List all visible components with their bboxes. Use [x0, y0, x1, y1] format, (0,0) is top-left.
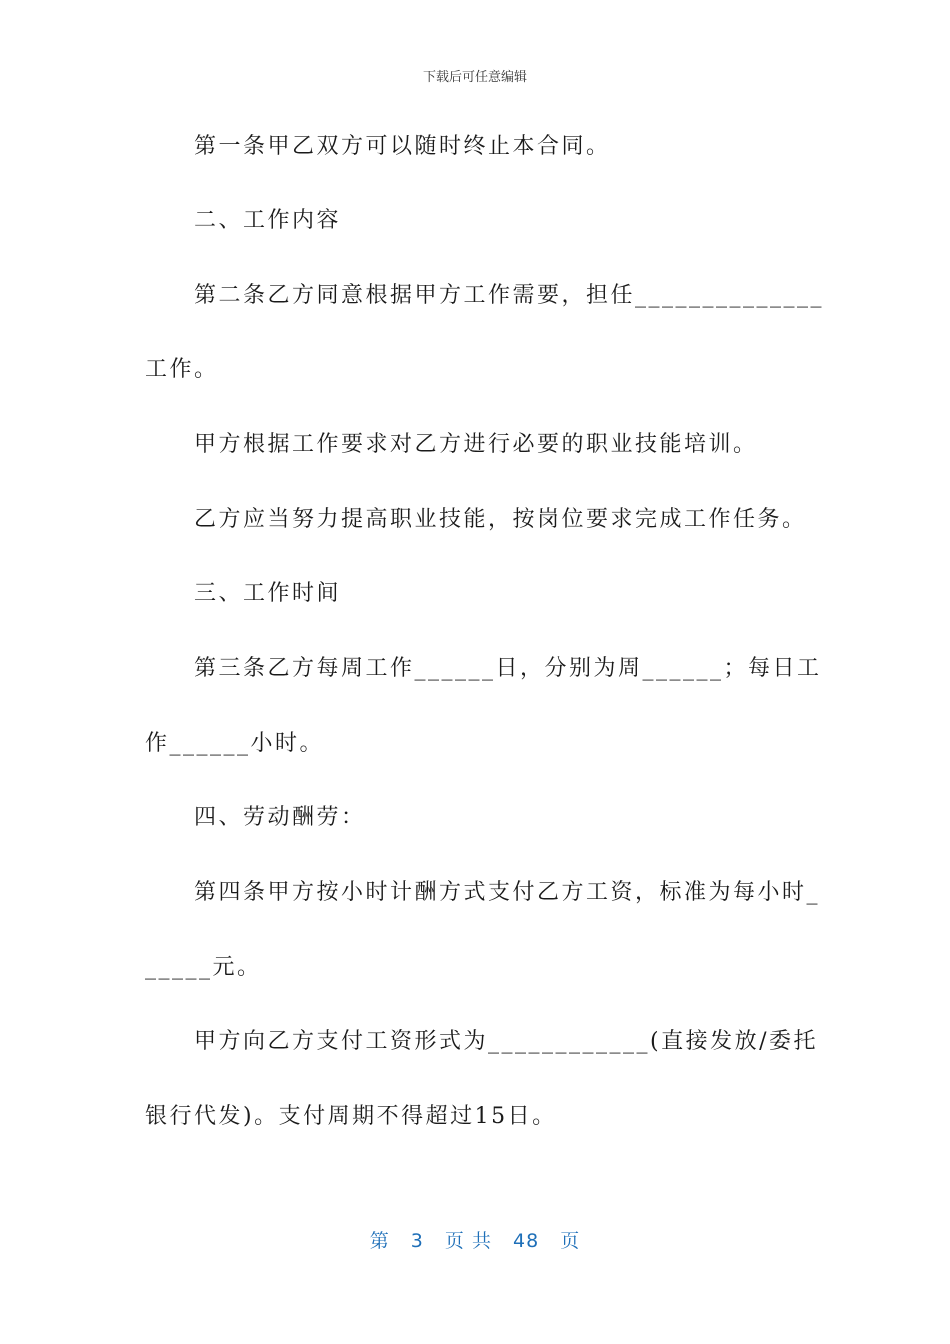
- paragraph-line: 第三条乙方每周工作______日，分别为周______；每日工: [194, 656, 822, 681]
- section-heading: 三、工作时间: [194, 581, 342, 606]
- total-page-count: 48: [513, 1230, 540, 1252]
- paragraph-line: 第四条甲方按小时计酬方式支付乙方工资，标准为每小时_: [194, 880, 821, 905]
- paragraph-line: _____元。: [145, 955, 262, 980]
- header-note: 下载后可任意编辑: [422, 70, 527, 85]
- footer-prefix: 第: [369, 1230, 390, 1252]
- paragraph-line: 工作。: [145, 357, 219, 382]
- footer-middle: 页 共: [444, 1230, 492, 1252]
- page-footer: [0, 1226, 950, 1253]
- footer-suffix: 页: [560, 1230, 581, 1252]
- paragraph-line: 乙方应当努力提高职业技能，按岗位要求完成工作任务。: [194, 507, 807, 532]
- section-heading: 二、工作内容: [194, 208, 342, 233]
- section-heading: 四、劳动酬劳：: [194, 805, 366, 830]
- paragraph-line: 银行代发)。支付周期不得超过15日。: [145, 1104, 557, 1129]
- paragraph-line: 第二条乙方同意根据甲方工作需要，担任______________: [194, 283, 825, 308]
- paragraph-line: 第一条甲乙双方可以随时终止本合同。: [194, 134, 611, 159]
- paragraph-line: 作______小时。: [145, 731, 325, 756]
- paragraph-line: 甲方向乙方支付工资形式为____________(直接发放/委托: [194, 1029, 818, 1054]
- current-page-number: 3: [410, 1230, 424, 1252]
- paragraph-line: 甲方根据工作要求对乙方进行必要的职业技能培训。: [194, 432, 758, 457]
